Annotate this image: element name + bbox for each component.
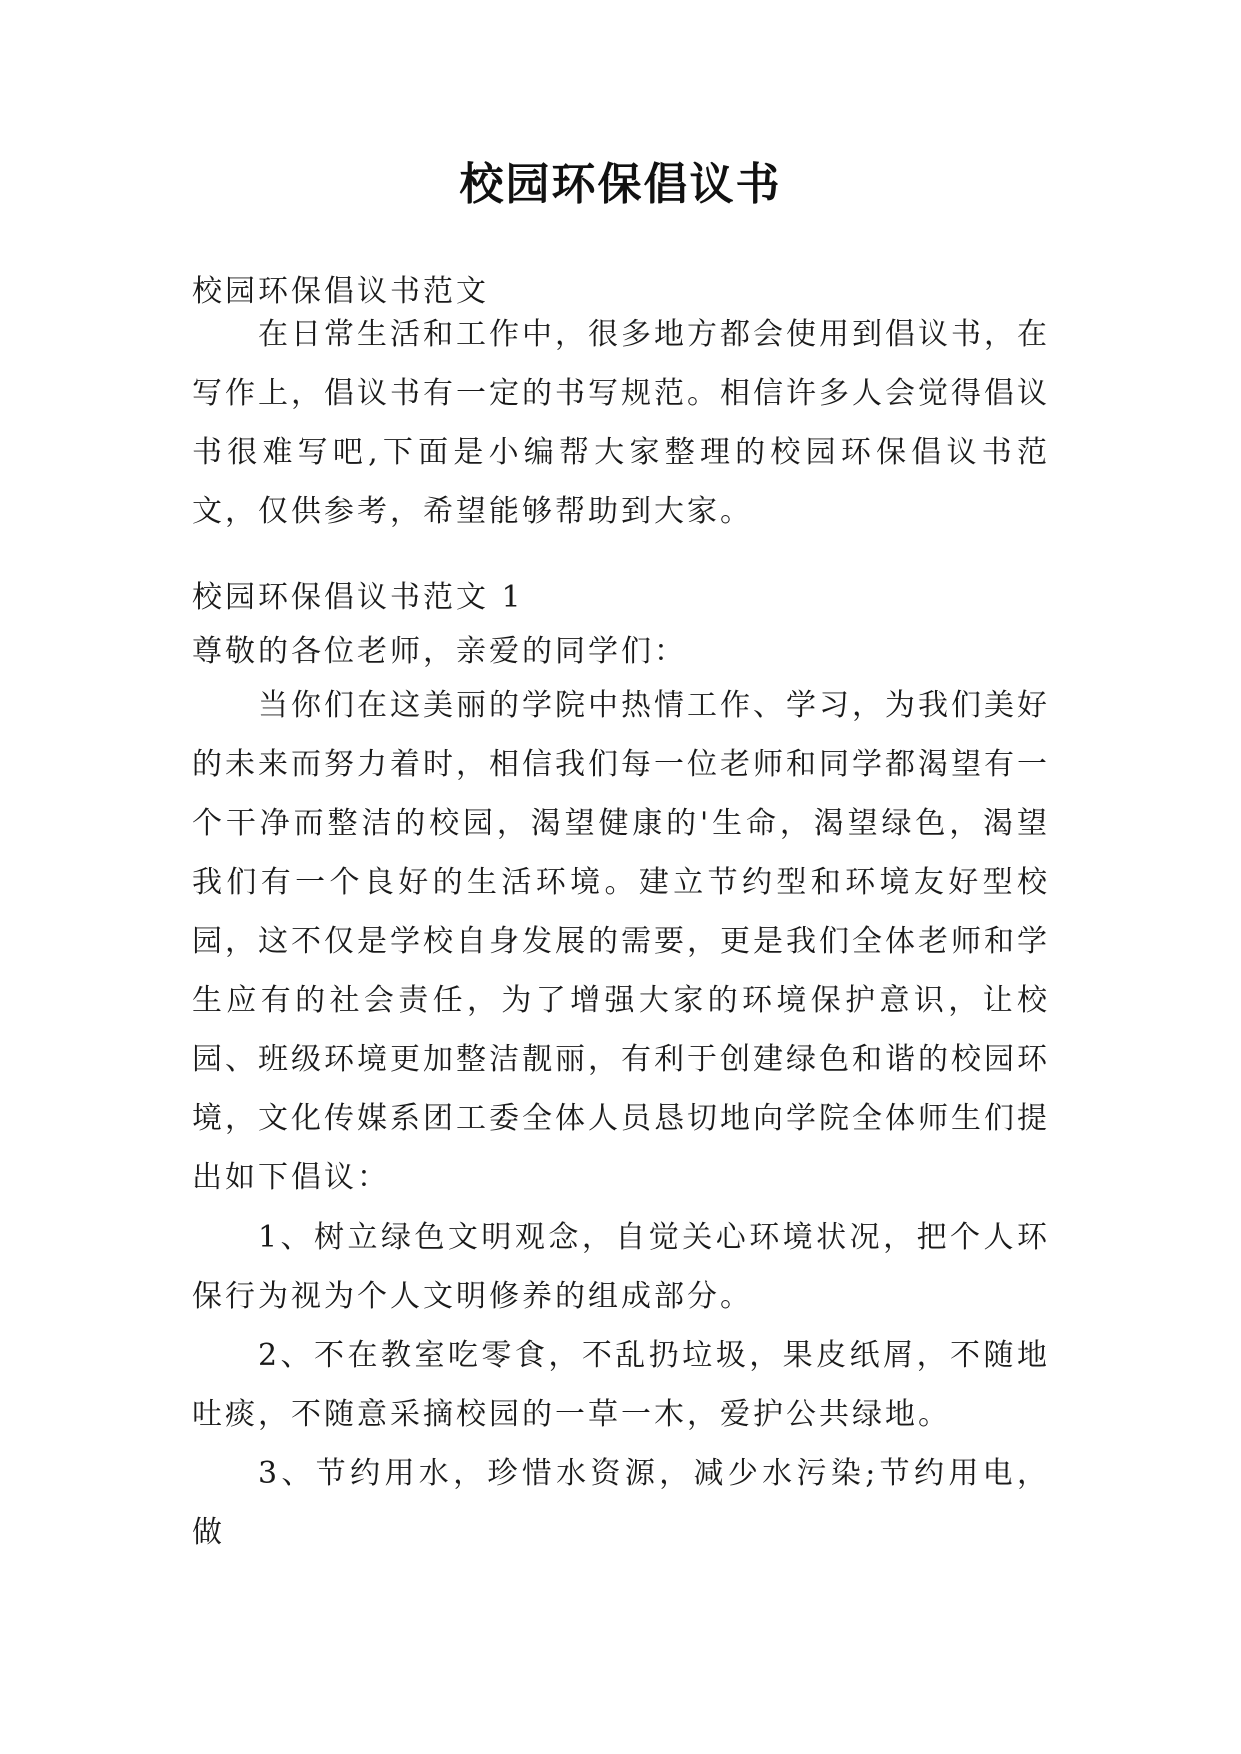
subtitle: 校园环保倡议书范文 [192,274,489,309]
list-item: 1、树立绿色文明观念，自觉关心环境状况，把个人环保行为视为个人文明修养的组成部分。 [192,1220,1050,1314]
document-title: 校园环保倡议书 [459,159,782,210]
list-item: 3、节约用水，珍惜水资源，减少水污染;节约用电，做 [192,1456,1050,1550]
intro-paragraph: 在日常生活和工作中，很多地方都会使用到倡议书，在写作上，倡议书有一定的书写规范。相信许多人会觉得倡议书很难写吧,下面是小编帮大家整理的校园环保倡议书范文，仅供参考，希望能够帮助到大家。 [192,317,1050,529]
salutation: 尊敬的各位老师，亲爱的同学们： [192,634,687,669]
section-heading: 校园环保倡议书范文 1 [192,580,524,615]
list-item: 2、不在教室吃零食，不乱扔垃圾，果皮纸屑，不随地吐痰，不随意采摘校园的一草一木，爱护公共绿地。 [192,1338,1050,1432]
body-paragraph: 当你们在这美丽的学院中热情工作、学习，为我们美好的未来而努力着时，相信我们每一位老师和同学都渴望有一个干净而整洁的校园，渴望健康的'生命，渴望绿色，渴望我们有一个良好的生活环境。建立节约型和环境友好型校园，这不仅是学校自身发展的需要，更是我们全体老师和学生应有的社会责任，为了增强大家的环境保护意识，让校园、班级环境更加整洁靓丽，有利于创建绿色和谐的校园环境，文化传媒系团工委全体人员恳切地向学院全体师生们提出如下倡议： [192,688,1050,1195]
